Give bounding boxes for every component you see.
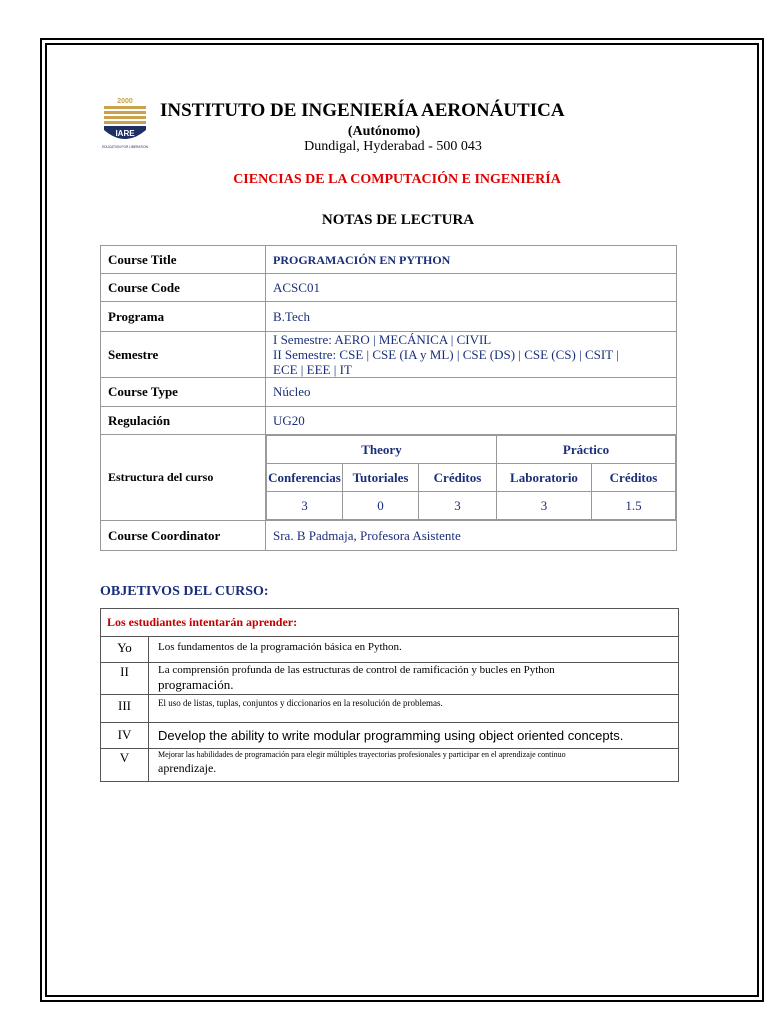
objective-row [101, 695, 679, 723]
theory-credits-value: 3 [419, 492, 497, 520]
svg-text:IARE: IARE [115, 129, 135, 138]
coordinator-value: Sra. B Padmaja, Profesora Asistente [266, 521, 677, 551]
course-title-label: Course Title [101, 246, 266, 274]
objective-number: V [101, 749, 149, 782]
regulation-value: UG20 [266, 407, 677, 435]
semester-line-2: II Semestre: CSE | CSE (IA y ML) | CSE (DS) | CSE (CS) | CSIT | [273, 347, 619, 362]
regulation-row [101, 407, 677, 435]
theory-header: Theory [267, 436, 497, 464]
practical-credits-value: 1.5 [592, 492, 676, 520]
semester-label: Semestre [101, 332, 266, 378]
objective-text-line-1: La comprensión profunda de las estructuras de control de ramificación y bucles en Python [158, 664, 555, 676]
objectives-heading: OBJETIVOS DEL CURSO: [100, 584, 269, 599]
objective-number: III [101, 695, 149, 723]
laboratory-value: 3 [497, 492, 592, 520]
coordinator-label: Course Coordinator [101, 521, 266, 551]
objective-text: El uso de listas, tuplas, conjuntos y diccionarios en la resolución de problemas. [149, 695, 679, 723]
course-code-label: Course Code [101, 274, 266, 302]
structure-table [266, 435, 676, 520]
practical-header: Práctico [497, 436, 676, 464]
semester-line-1: I Semestre: AERO | MECÁNICA | CIVIL [273, 332, 492, 347]
svg-text:2000: 2000 [117, 98, 133, 105]
program-row [101, 302, 677, 332]
course-title-row [101, 246, 677, 274]
program-value: B.Tech [266, 302, 677, 332]
department-title: CIENCIAS DE LA COMPUTACIÓN E INGENIERÍA [233, 172, 561, 187]
objective-text [149, 749, 679, 782]
course-title-value: PROGRAMACIÓN EN PYTHON [266, 246, 677, 274]
objective-number: Yo [101, 637, 149, 663]
objective-row [101, 749, 679, 782]
tutorials-header: Tutoriales [343, 464, 419, 492]
objective-text-line-2: aprendizaje. [158, 761, 217, 775]
autonomous-label: (Autónomo) [347, 124, 421, 139]
objectives-table [100, 608, 679, 782]
regulation-label: Regulación [101, 407, 266, 435]
objective-row [101, 637, 679, 663]
objective-text [149, 663, 679, 695]
document-title: NOTAS DE LECTURA [321, 212, 475, 228]
svg-text:EDUCATION FOR LIBERATION: EDUCATION FOR LIBERATION [102, 145, 148, 149]
objective-text-line-2: programación. [158, 677, 234, 692]
laboratory-header: Laboratorio [497, 464, 592, 492]
institute-name: INSTITUTO DE INGENIERÍA AERONÁUTICA [160, 100, 565, 121]
course-info-table [100, 245, 677, 551]
course-code-row [101, 274, 677, 302]
institute-address: Dundigal, Hyderabad - 500 043 [304, 139, 482, 154]
lectures-value: 3 [267, 492, 343, 520]
theory-credits-header: Créditos [419, 464, 497, 492]
program-label: Programa [101, 302, 266, 332]
objective-text-line-1: Mejorar las habilidades de programación para elegir múltiples trayectorias profesionales y participar en el aprendizaje continuo [158, 750, 566, 759]
objective-number: II [101, 663, 149, 695]
course-type-row [101, 378, 677, 407]
course-type-value: Núcleo [266, 378, 677, 407]
semester-line-3: ECE | EEE | IT [273, 362, 352, 377]
objectives-intro: Los estudiantes intentarán aprender: [101, 609, 679, 637]
structure-label: Estructura del curso [101, 435, 266, 521]
tutorials-value: 0 [343, 492, 419, 520]
semester-value [266, 332, 677, 378]
objective-row [101, 723, 679, 749]
coordinator-row [101, 521, 677, 551]
lectures-header: Conferencias [267, 464, 343, 492]
structure-row [101, 435, 677, 521]
course-code-value: ACSC01 [266, 274, 677, 302]
course-type-label: Course Type [101, 378, 266, 407]
objective-row [101, 663, 679, 695]
objective-text: Los fundamentos de la programación básica en Python. [149, 637, 679, 663]
structure-cell [266, 435, 677, 521]
practical-credits-header: Créditos [592, 464, 676, 492]
semester-row [101, 332, 677, 378]
objective-number: IV [101, 723, 149, 749]
objective-text: Develop the ability to write modular programming using object oriented concepts. [149, 723, 679, 749]
